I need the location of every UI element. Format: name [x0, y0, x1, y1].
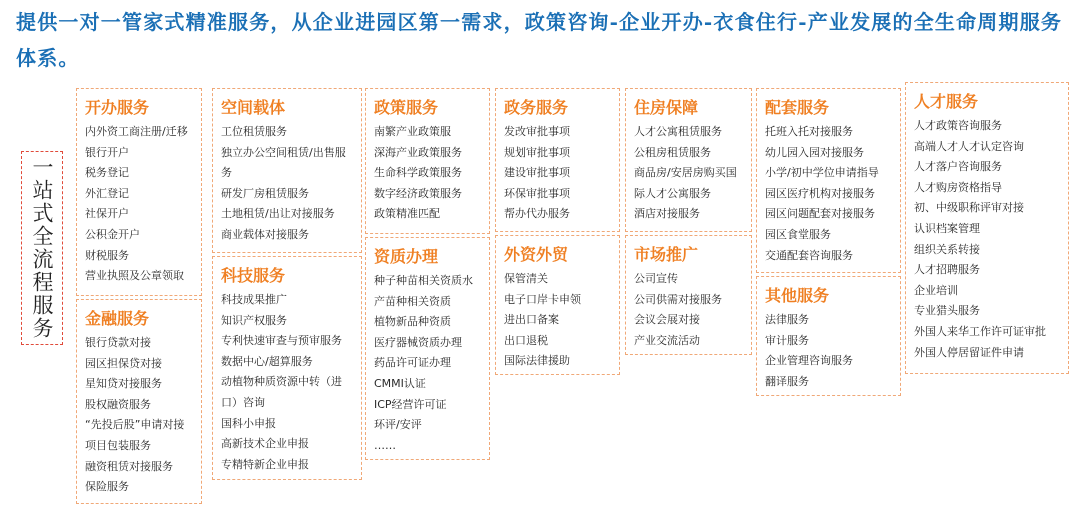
list-item: 高端人才人才认定咨询: [914, 139, 1024, 153]
kongjian-title: 空间载体: [221, 98, 286, 117]
list-item: ……: [374, 438, 396, 452]
box-kaiban: [76, 88, 202, 296]
list-item: 项目包装服务: [85, 438, 151, 452]
list-item: 种子种苗相关资质水: [374, 274, 473, 287]
list-item: 发改审批事项: [504, 125, 570, 138]
list-item: 土地租赁/出让对接服务: [221, 207, 335, 221]
keji-title: 科技服务: [221, 266, 286, 285]
list-item: 公司供需对接服务: [634, 292, 722, 306]
zizhi-list: [366, 271, 489, 456]
list-item: 数据中心/超算服务: [221, 354, 313, 368]
waizi-title: 外资外贸: [504, 245, 569, 264]
list-item: 财税服务: [85, 248, 129, 262]
list-item: 融资租赁对接服务: [85, 459, 173, 473]
list-item: 银行贷款对接: [85, 336, 151, 349]
list-item: 动植物种质资源中转（进口）咨询: [221, 375, 342, 409]
list-item: 园区问题配套对接服务: [765, 207, 875, 221]
list-item: 园区医疗机构对接服务: [765, 186, 875, 200]
box-zhengce: [365, 88, 490, 234]
side-label: 一站式全流程服务: [30, 156, 54, 340]
list-item: 园区担保贷对接: [85, 356, 162, 370]
list-item: 审计服务: [765, 333, 809, 347]
list-item: 企业培训: [914, 283, 958, 297]
list-item: 公司宣传: [634, 272, 678, 285]
box-shichang: [625, 235, 752, 355]
list-item: 研发厂房租赁服务: [221, 186, 309, 200]
list-item: 社保开户: [85, 207, 129, 221]
list-item: 进出口备案: [504, 313, 559, 327]
list-item: 建设审批事项: [504, 166, 570, 180]
list-item: 深海产业政策服务: [374, 145, 462, 159]
peitao-title: 配套服务: [765, 98, 830, 117]
list-item: 帮办代办服务: [504, 207, 570, 221]
zhengwu-title: 政务服务: [504, 98, 569, 117]
box-jinrong: [76, 299, 202, 504]
zhufang-title: 住房保障: [634, 98, 699, 117]
list-item: 公积金开户: [85, 227, 140, 241]
list-item: 科技成果推广: [221, 293, 287, 306]
jinrong-title: 金融服务: [85, 309, 150, 328]
list-item: 工位租赁服务: [221, 125, 287, 138]
list-item: 认识档案管理: [914, 221, 980, 235]
list-item: 商业载体对接服务: [221, 227, 309, 241]
list-item: 外国人来华工作许可证审批: [914, 324, 1046, 338]
list-item: 内外资工商注册/迁移: [85, 125, 188, 138]
headline: 提供一对一管家式精准服务，从企业进园区第一需求，政策咨询-企业开办-衣食住行-产业发展的全生命周期服务体系。: [16, 10, 1063, 70]
list-item: 植物新品种资质: [374, 315, 451, 329]
list-item: 产苗种相关资质: [374, 294, 451, 308]
list-item: 翻译服务: [765, 374, 809, 388]
list-item: 知识产权服务: [221, 313, 287, 327]
list-item: 政策精准匹配: [374, 207, 440, 221]
zhengce-title: 政策服务: [374, 98, 439, 117]
box-peitao: [756, 88, 901, 273]
list-item: 人才公寓租赁服务: [634, 125, 722, 138]
list-item: 会议会展对接: [634, 313, 700, 327]
waizi-list: [496, 269, 619, 372]
list-item: 组织关系转接: [914, 242, 980, 256]
list-item: 规划审批事项: [504, 145, 570, 159]
list-item: 园区食堂服务: [765, 227, 831, 241]
list-item: 外国人停居留证件申请: [914, 345, 1024, 359]
box-zhengwu: [495, 88, 620, 232]
qita-list: [757, 310, 900, 392]
list-item: 环保审批事项: [504, 186, 570, 200]
box-kongjian: [212, 88, 362, 253]
zhengwu-list: [496, 122, 619, 225]
list-item: 南繁产业政策服: [374, 125, 451, 138]
kaiban-list: [77, 122, 201, 287]
kaiban-title: 开办服务: [85, 98, 150, 117]
list-item: 人才落户咨询服务: [914, 160, 1002, 174]
list-item: 企业管理咨询服务: [765, 354, 853, 368]
list-item: 人才招聘服务: [914, 263, 980, 277]
jinrong-list: [77, 333, 201, 498]
list-item: 营业执照及公章领取: [85, 269, 184, 283]
peitao-list: [757, 122, 900, 266]
list-item: 国际法律援助: [504, 354, 570, 368]
list-item: 初、中级职称评审对接: [914, 201, 1024, 215]
box-zhufang: [625, 88, 752, 232]
list-item: 环评/安评: [374, 418, 422, 432]
list-item: 交通配套咨询服务: [765, 248, 853, 262]
list-item: 股权融资服务: [85, 397, 151, 411]
zhengce-list: [366, 122, 489, 225]
list-item: 生命科学政策服务: [374, 166, 462, 180]
zizhi-title: 资质办理: [374, 247, 439, 266]
list-item: 际人才公寓服务: [634, 186, 711, 200]
kongjian-list: [213, 122, 361, 246]
list-item: 国科小申报: [221, 416, 276, 430]
list-item: 专业猎头服务: [914, 304, 980, 318]
box-waizi: [495, 235, 620, 375]
list-item: 星知贷对接服务: [85, 377, 162, 391]
list-item: 商品房/安居房购买国: [634, 166, 737, 180]
qita-title: 其他服务: [765, 286, 830, 305]
zhufang-list: [626, 122, 751, 225]
list-item: 保险服务: [85, 480, 129, 494]
list-item: 专利快速审查与预审服务: [221, 334, 342, 348]
rencai-title: 人才服务: [914, 92, 979, 111]
list-item: 药品许可证办理: [374, 356, 451, 370]
list-item: CMMI认证: [374, 376, 426, 390]
list-item: 酒店对接服务: [634, 207, 700, 221]
list-item: 人才政策咨询服务: [914, 119, 1002, 132]
list-item: 公租房租赁服务: [634, 145, 711, 159]
list-item: 数字经济政策服务: [374, 186, 462, 200]
list-item: 高新技术企业申报: [221, 437, 309, 451]
list-item: 产业交流活动: [634, 333, 700, 347]
list-item: 税务登记: [85, 166, 129, 180]
rencai-list: [906, 116, 1068, 363]
list-item: 出口退税: [504, 333, 548, 347]
list-item: ICP经营许可证: [374, 397, 447, 411]
list-item: “先投后股”申请对接: [85, 418, 185, 432]
box-qita: [756, 276, 901, 396]
shichang-title: 市场推广: [634, 245, 699, 264]
keji-list: [213, 290, 361, 475]
list-item: 小学/初中学位申请指导: [765, 166, 879, 180]
list-item: 银行开户: [85, 145, 129, 159]
box-rencai: [905, 82, 1069, 374]
list-item: 外汇登记: [85, 186, 129, 200]
side-label-box: [21, 151, 63, 345]
shichang-list: [626, 269, 751, 351]
box-keji: [212, 256, 362, 480]
list-item: 独立办公空间租赁/出售服务: [221, 145, 346, 180]
list-item: 电子口岸卡申领: [504, 292, 581, 306]
list-item: 法律服务: [765, 313, 809, 326]
list-item: 托班入托对接服务: [765, 125, 853, 138]
list-item: 专精特新企业申报: [221, 457, 309, 471]
list-item: 医疗器械资质办理: [374, 335, 462, 349]
list-item: 人才购房资格指导: [914, 180, 1002, 194]
box-zizhi: [365, 237, 490, 460]
list-item: 幼儿园入园对接服务: [765, 145, 864, 159]
list-item: 保管清关: [504, 272, 548, 285]
